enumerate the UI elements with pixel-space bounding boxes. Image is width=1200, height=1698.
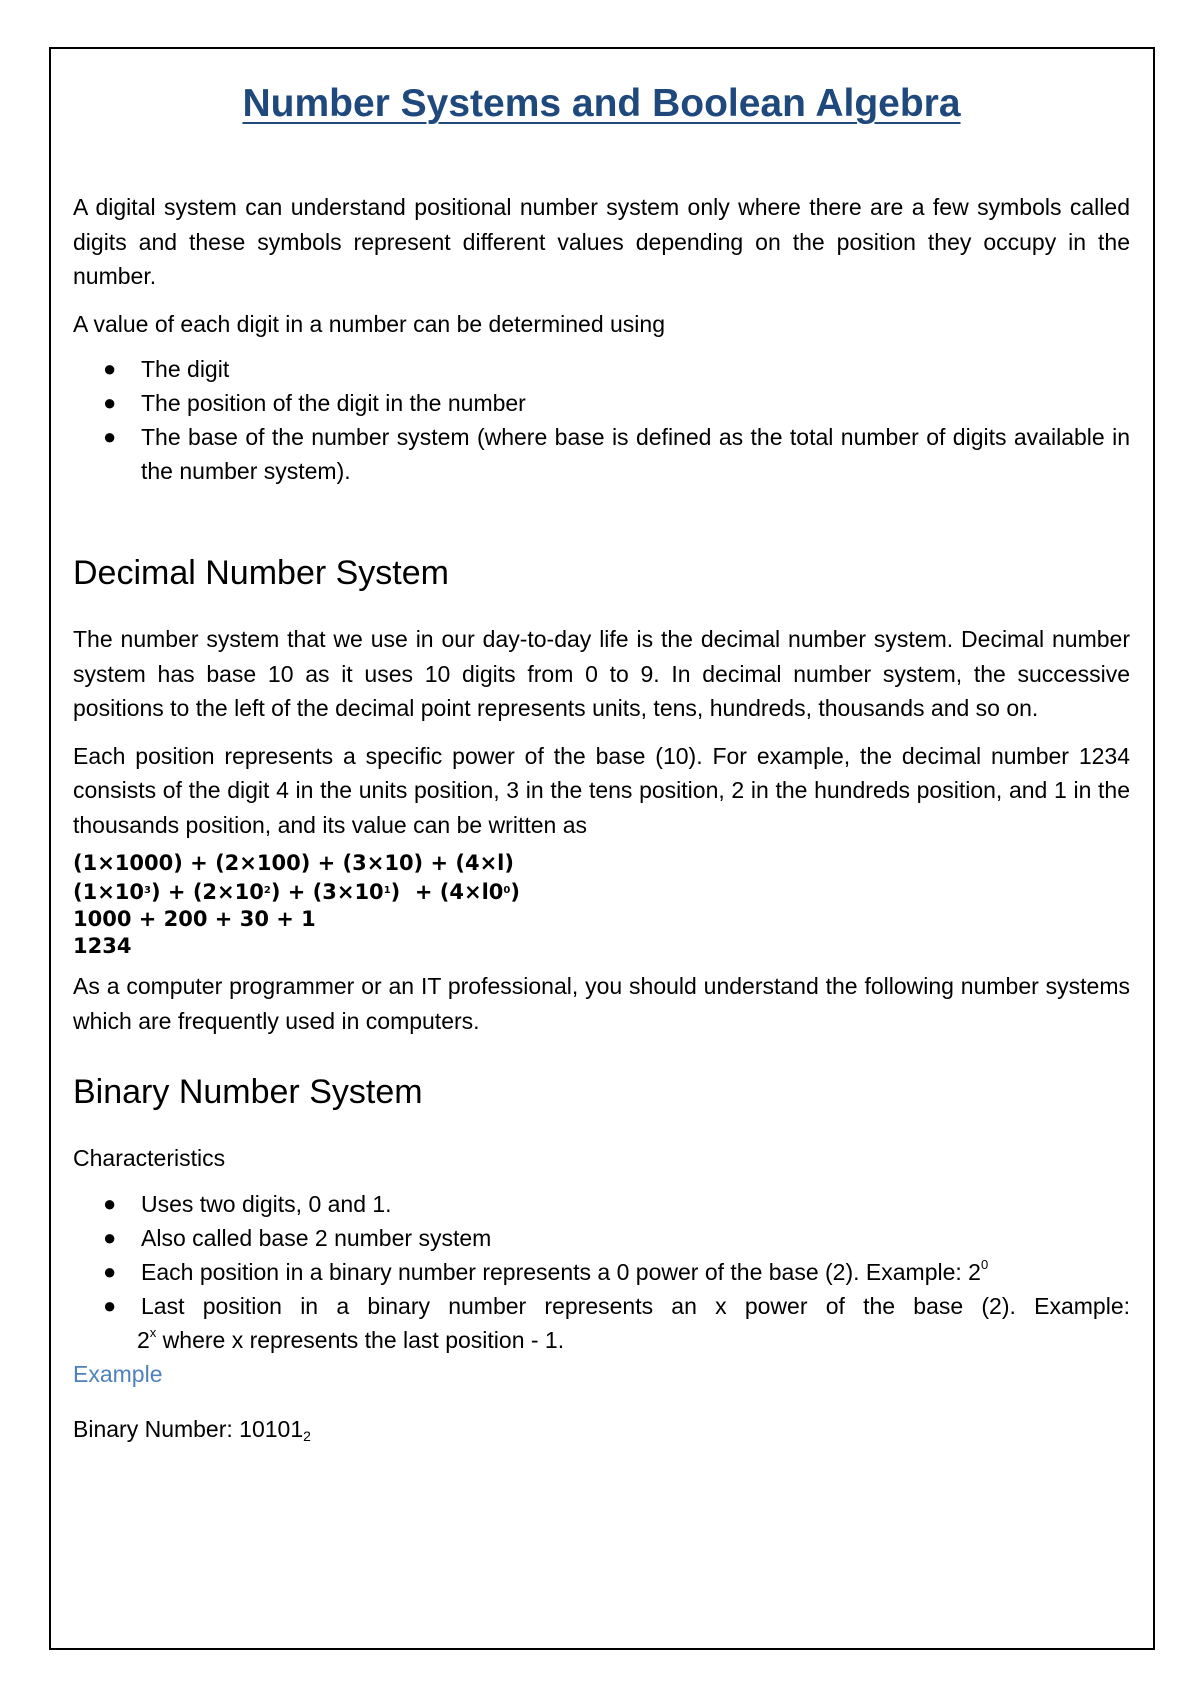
list-item: ● Each position in a binary number represents a 0 power of the base (2). Example: $2^0$ xyxy=(73,1255,1130,1289)
bullet-icon: ● xyxy=(103,390,117,415)
list-item: ● The digit xyxy=(73,352,1130,386)
example-label: Example xyxy=(73,1360,163,1387)
bullet-icon: ● xyxy=(103,1292,117,1318)
math-line: 1000 + 200 + 30 + 1 xyxy=(73,907,316,931)
bullet-icon: ● xyxy=(103,1258,117,1284)
intro-paragraph: A digital system can understand positional number system only where there are a few symbols called digits and these symbols represent different values depending on the position they occupy in the number. xyxy=(73,194,1130,289)
decimal-heading: Decimal Number System xyxy=(73,554,449,592)
decimal-paragraph-1: The number system that we use in our day-to-day life is the decimal number system. Decimal number system has base 10 as it uses 10 digits from 0 to 9. In decimal number system, the successive positions to the left of the decimal point represents units, tens, hundreds, thousands and so on. xyxy=(73,626,1130,721)
list-item: ● Also called base 2 number system xyxy=(73,1221,1130,1255)
bullet-icon: ● xyxy=(103,424,117,449)
document-title: Number Systems and Boolean Algebra xyxy=(242,82,961,125)
math-line-powers: $(1\times 10^3) + (2\times 10^2) + (3\times 10^1) + (4\times l0^0)$ xyxy=(73,880,520,904)
binary-bullet-list xyxy=(73,1187,1130,1357)
characteristics-label: Characteristics xyxy=(73,1145,226,1171)
intro-lead-paragraph: A value of each digit in a number can be determined using xyxy=(73,310,665,337)
binary-number-example: Binary Number: $10101_2$ xyxy=(73,1415,311,1444)
list-item: ● Last position in a binary number represents an x power of the base (2). Example: 2$^x$ where x represents the last position - 1. xyxy=(73,1289,1130,1357)
bullet-icon: ● xyxy=(103,356,117,381)
math-line: 1234 xyxy=(73,934,132,958)
decimal-paragraph-3: As a computer programmer or an IT professional, you should understand the following number systems which are frequently used in computers. xyxy=(73,973,1130,1034)
list-item: ● The position of the digit in the number xyxy=(73,386,1130,420)
intro-bullet-list xyxy=(73,352,1130,488)
list-item: ● Uses two digits, 0 and 1. xyxy=(73,1187,1130,1221)
binary-heading: Binary Number System xyxy=(73,1073,423,1111)
list-item: ● The base of the number system (where base is defined as the total number of digits available in the number system). xyxy=(73,420,1130,488)
document-body xyxy=(73,76,1130,1446)
bullet-icon: ● xyxy=(103,1190,117,1216)
bullet-icon: ● xyxy=(103,1224,117,1250)
math-line: (1×1000) + (2×100) + (3×10) + (4×l) xyxy=(73,851,514,875)
decimal-expansion xyxy=(73,850,1130,960)
decimal-paragraph-2: Each position represents a specific power of the base (10). For example, the decimal number 1234 consists of the digit 4 in the units position, 3 in the tens position, 2 in the hundreds position, and 1 in the thousands position, and its value can be written as xyxy=(73,742,1130,838)
